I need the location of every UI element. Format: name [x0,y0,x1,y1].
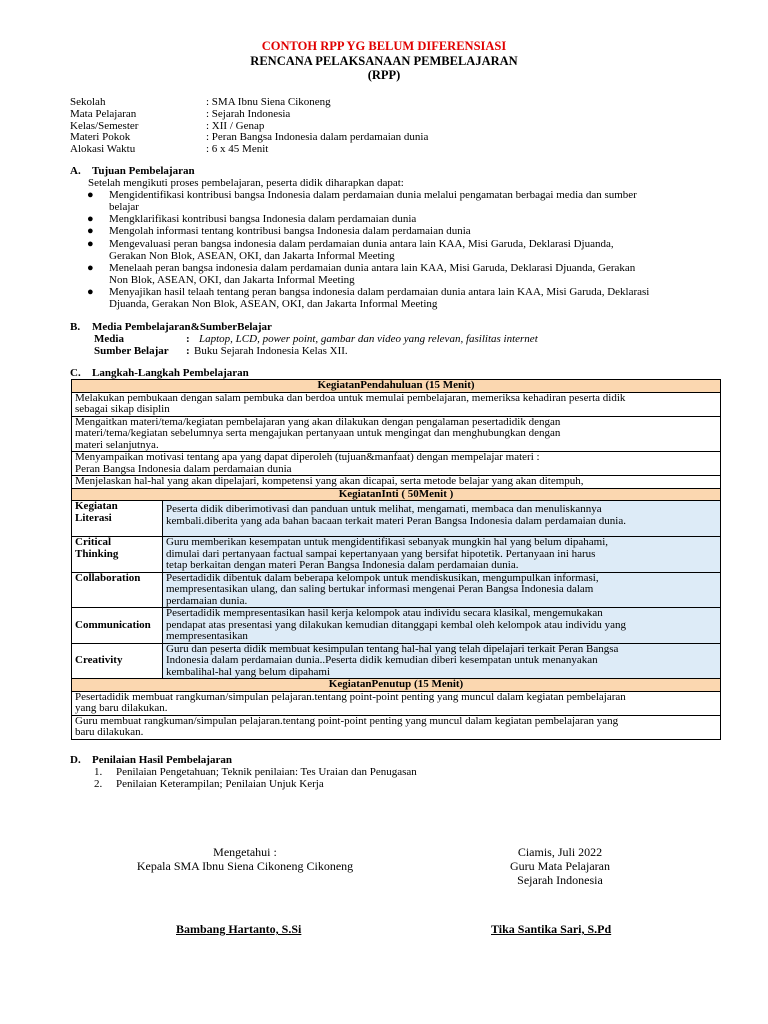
row-content: Peserta didik diberimotivasi dan panduan untuk melihat, mengamati, membaca dan menuliskannya kembali.diberita yang ada bahan bacaan terkait materi Peran Bangsa Indonesia dalam perdamaian dunia. [163,501,721,537]
document-title-red: CONTOH RPP YG BELUM DIFERENSIASI [261,39,507,53]
source-value: Buku Sejarah Indonesia Kelas XII. [194,345,348,357]
table-row: Melakukan pembukaan dengan salam pembuka dan berdoa untuk memulai pembelajaran, memeriksa kehadiran peserta didik sebagai sikap disiplin [72,392,721,416]
section-a-intro: Setelah mengikuti proses pembelajaran, peserta didik diharapkan dapat: [88,177,404,189]
section-c-heading: C. Langkah-Langkah Pembelajaran [70,367,249,379]
identity-value: : Sejarah Indonesia [206,108,291,120]
row-label: Communication [72,608,163,644]
identity-label: Materi Pokok [70,131,131,143]
section-b-heading: B. Media Pembelajaran&SumberBelajar [70,321,272,333]
assessment-item: 2. Penilaian Keterampilan; Penilaian Unjuk Kerja [94,778,324,790]
identity-label: Alokasi Waktu [70,143,136,155]
source-label: Sumber Belajar [94,345,169,357]
section-a-heading: A. Tujuan Pembelajaran [70,165,195,177]
document-header [0,38,768,82]
table-row: Pesertadidik membuat rangkuman/simpulan pelajaran.tentang point-point penting yang muncul dalam kegiatan pembelajaran yang baru dilakukan. [72,691,721,715]
table-header-pendahuluan: KegiatanPendahuluan (15 Menit) [72,380,721,393]
identity-value: : SMA Ibnu Siena Cikoneng [206,96,331,108]
table-header-inti: KegiatanInti ( 50Menit ) [72,488,721,501]
identity-label: Sekolah [70,96,106,108]
identity-value: : XII / Genap [206,120,265,132]
table-row [72,608,721,644]
media-value: Laptop, LCD, power point, gambar dan video yang relevan, fasilitas internet [199,333,538,345]
document-title: RENCANA PELAKSANAAN PEMBELAJARAN [250,54,518,68]
signature-left: Mengetahui : Kepala SMA Ibnu Siena Cikoneng Cikoneng [136,845,354,873]
source-separator: : [186,345,190,357]
row-content: Pesertadidik dibentuk dalam beberapa kelompok untuk mendiskusikan, mengumpulkan informasi, mempresentasikan ulang, dan saling bertukar informasi mengenai Peran Bangsa Indonesia dalam perdamaian dunia. [163,572,721,608]
media-separator: : [186,333,190,345]
table-row: Guru membuat rangkuman/simpulan pelajaran.tentang point-point penting yang muncul dalam kegiatan pembelajaran yang baru dilakukan. [72,715,721,739]
document-subtitle: (RPP) [367,68,401,82]
learning-steps-table [71,379,721,740]
table-row: Menjelaskan hal-hal yang akan dipelajari, kompetensi yang akan dicapai, serta metode belajar yang akan ditempuh, [72,476,721,489]
row-content: Guru memberikan kesempatan untuk mengidentifikasi sebanyak mungkin hal yang belum dipahami, dimulai dari pertanyaan factual sampai kepertanyaan yang bersifat hipotetik. Pertanyaan ini harus tetap berkaitan dengan materi Peran Bangsa Indonesia dalam perdamaian dunia. [163,537,721,573]
row-content: Pesertadidik mempresentasikan hasil kerja kelompok atau individu secara klasikal, mengemukakan pendapat atas presentasi yang dilakukan kemudian ditanggapi kembal oleh kelompok atau individu yang mempresentasikan [163,608,721,644]
row-label: Collaboration [72,572,163,608]
row-label: Critical Thinking [72,537,163,573]
identity-value: : 6 x 45 Menit [206,143,269,155]
table-row [72,537,721,573]
table-row [72,643,721,679]
row-label: Kegiatan Literasi [72,501,163,537]
row-label: Creativity [72,643,163,679]
identity-label: Mata Pelajaran [70,108,137,120]
table-header-penutup: KegiatanPenutup (15 Menit) [72,679,721,692]
row-content: Guru dan peserta didik membuat kesimpulan tentang hal-hal yang telah dipelajari terkait Peran Bangsa Indonesia dalam perdamaian dunia..Peserta didik kemudian diberi kesempatan untuk menanyakan kembalihal-hal yang belum dipahami [163,643,721,679]
media-label: Media [94,333,124,345]
table-row [72,501,721,537]
assessment-item: 1. Penilaian Pengetahuan; Teknik penilaian: Tes Uraian dan Penugasan [94,766,417,778]
table-row: Menyampaikan motivasi tentang apa yang dapat diperoleh (tujuan&manfaat) dengan mempelajar materi : Peran Bangsa Indonesia dalam perdamaian dunia [72,452,721,476]
signatory-teacher: Tika Santika Sari, S.Pd [491,922,612,936]
section-d-heading: D. Penilaian Hasil Pembelajaran [70,754,232,766]
identity-value: : Peran Bangsa Indonesia dalam perdamaian dunia [206,131,429,143]
identity-label: Kelas/Semester [70,120,139,132]
table-row: Mengaitkan materi/tema/kegiatan pembelajaran yang akan dilakukan dengan pengalaman pesertadidik dengan materi/tema/kegiatan sebelumnya serta mengajukan pertanyaan untuk mengingat dan menghubungkan dengan materi selanjutnya. [72,416,721,452]
signatory-principal: Bambang Hartanto, S.Si [176,922,302,936]
signature-right: Ciamis, Juli 2022 Guru Mata Pelajaran Sejarah Indonesia [510,845,610,887]
table-row [72,572,721,608]
